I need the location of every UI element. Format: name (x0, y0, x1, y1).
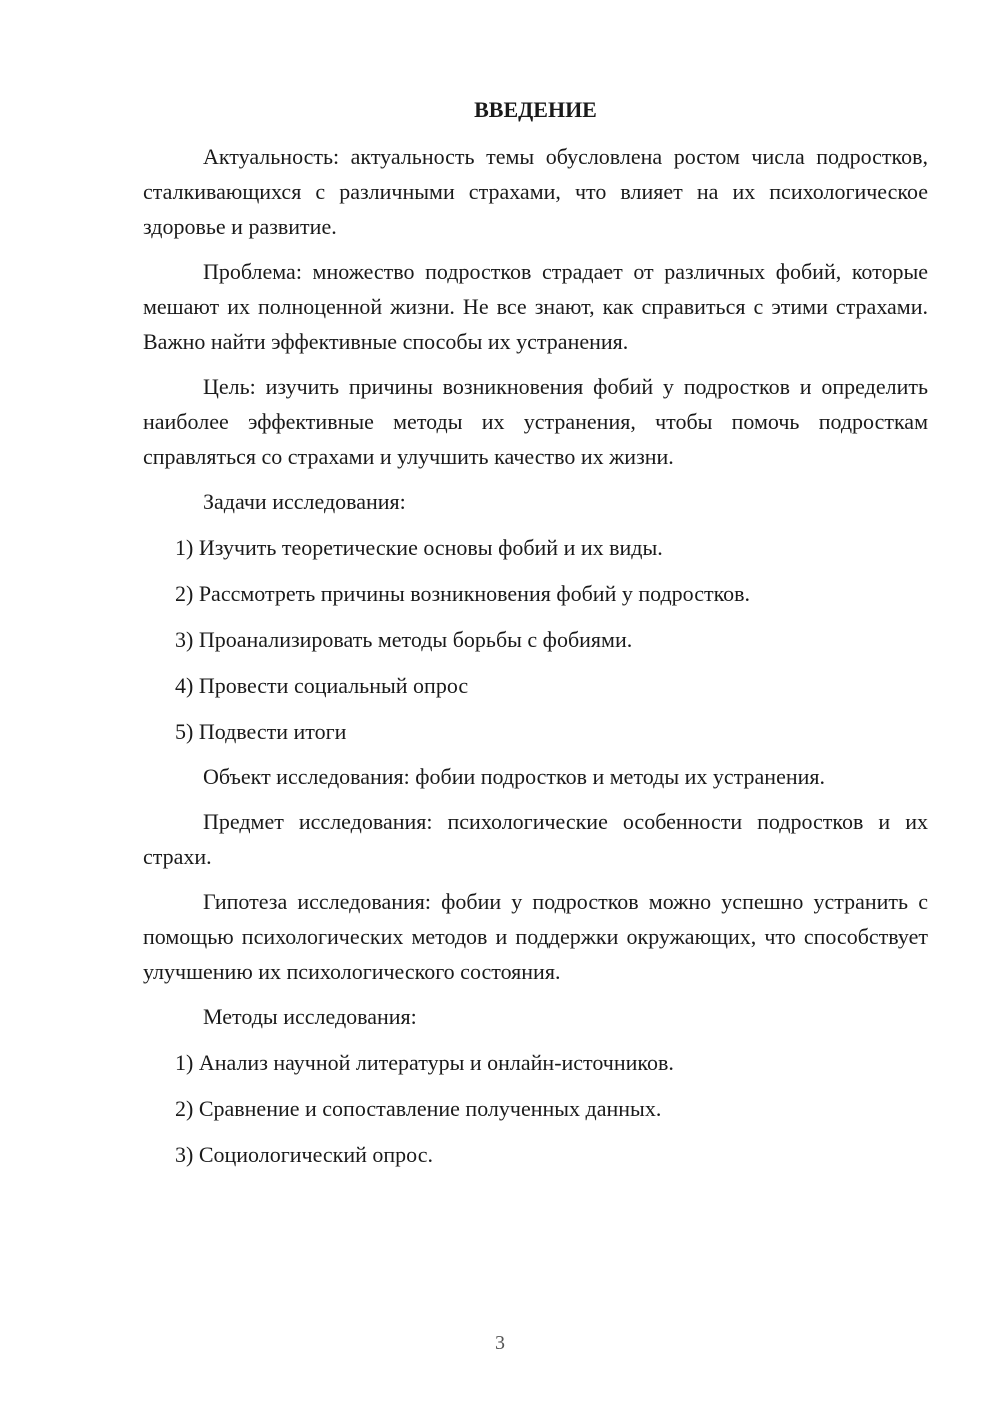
task-item: 2) Рассмотреть причины возникновения фобий у подростков. (175, 581, 751, 606)
task-item: 3) Проанализировать методы борьбы с фобиями. (175, 627, 633, 652)
methods-heading: Методы исследования: (203, 1004, 417, 1029)
paragraph-problem: Проблема: множество подростков страдает от различных фобий, которые мешают их полноценной жизни. Не все знают, как справиться с этими страхами. Важно найти эффективные способы их устранения. (143, 259, 928, 354)
paragraph-relevance: Актуальность: актуальность темы обусловлена ростом числа подростков, сталкивающихся с различными страхами, что влияет на их психологическое здоровье и развитие. (143, 144, 928, 239)
method-item: 1) Анализ научной литературы и онлайн-источников. (175, 1050, 674, 1075)
paragraph-subject: Предмет исследования: психологические особенности подростков и их страхи. (143, 809, 928, 869)
paragraph-object: Объект исследования: фобии подростков и методы их устранения. (203, 764, 826, 789)
tasks-heading: Задачи исследования: (203, 489, 406, 514)
document-page (143, 95, 928, 1172)
method-item: 2) Сравнение и сопоставление полученных данных. (175, 1096, 662, 1121)
page-number: 3 (495, 1332, 505, 1354)
task-item: 4) Провести социальный опрос (175, 673, 469, 698)
paragraph-goal: Цель: изучить причины возникновения фобий у подростков и определить наиболее эффективные методы их устранения, чтобы помочь подросткам справляться со страхами и улучшить качество их жизни. (143, 374, 928, 469)
task-item: 5) Подвести итоги (175, 719, 347, 744)
paragraph-hypothesis: Гипотеза исследования: фобии у подростков можно успешно устранить с помощью психологических методов и поддержки окружающих, что способствует улучшению их психологического состояния. (143, 889, 928, 984)
method-item: 3) Социологический опрос. (175, 1142, 433, 1167)
section-title: ВВЕДЕНИЕ (474, 97, 597, 122)
task-item: 1) Изучить теоретические основы фобий и их виды. (175, 535, 663, 560)
